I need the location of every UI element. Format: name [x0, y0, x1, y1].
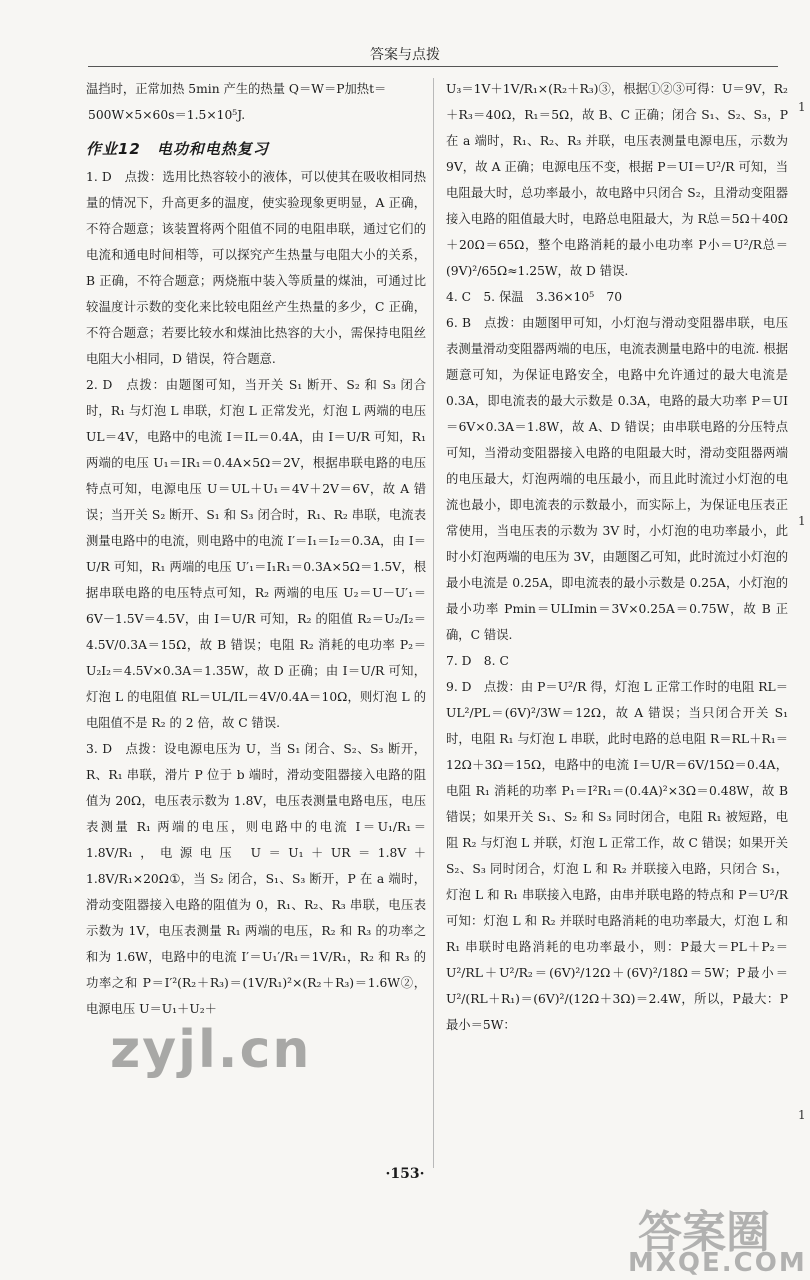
answer-1: 1. D 点拨：选用比热容较小的液体，可以使其在吸收相同热量的情况下，升高更多的温度，使实验现象更明显，A 正确，不符合题意；该装置将两个阻值不同的电阻串联，通过它们的电流和通电时间相等，可以探究产生热量与电阻大小的关系，B 正确，不符合题意；两烧瓶中装入等质量的煤油，可通过比较温度计示数的变化来比较电阻丝产生热量的多少，C 正确，不符合题意；若要比较水和煤油比热容的大小，需保持电阻丝电阻大小相同，D 错误，符合题意. [86, 170, 426, 366]
answer-4-5: 4. C 5. 保温 3.36×10⁵ 70 [446, 290, 623, 304]
intro-line-2: 500W×5×60s＝1.5×10⁵J. [88, 108, 246, 122]
answer-7-8: 7. D 8. C [446, 654, 509, 668]
left-column [86, 76, 426, 1022]
intro-line-1: 温挡时，正常加热 5min 产生的热量 Q＝W＝P加热t＝ [86, 82, 387, 96]
answer-6: 6. B 点拨：由题图甲可知，小灯泡与滑动变阻器串联，电压表测量滑动变阻器两端的电压，电流表测量电路中的电流. 根据题意可知，为保证电路安全，电路中允许通过的最大电流是 0.3A，即电流表的最大示数是 0.3A，电路的最大功率 P＝UI＝6V×0.3A＝1.8W，故 A、D 错误；由串联电路的分压特点可知，当滑动变阻器接入电路的电阻最大时，滑动变阻器两端的电压最大，灯泡两端的电压最小，而且此时流过小灯泡的电流也最小，即电流表的示数最小，而实际上，为保证电压表正常使用，当电压表的示数为 3V 时，小灯泡的电功率最小，此时小灯泡两端的电压为 3V，由题图乙可知，此时流过小灯泡的最小电流是 0.25A，即电流表的最小示数是 0.25A，小灯泡的最小功率 Pmin＝ULImin＝3V×0.25A＝0.75W，故 B 正确，C 错误. [446, 316, 788, 642]
page-header: 答案与点拨 [370, 47, 440, 63]
answer-2: 2. D 点拨：由题图可知，当开关 S₁ 断开、S₂ 和 S₃ 闭合时，R₁ 与灯泡 L 串联，灯泡 L 正常发光，灯泡 L 两端的电压 UL＝4V，电路中的电流 I＝IL＝0.4A，由 I＝U/R 可知，R₁ 两端的电压 U₁＝IR₁＝0.4A×5Ω＝2V，根据串联电路的电压特点可知，电源电压 U＝UL＋U₁＝4V＋2V＝6V，故 A 错误；当开关 S₂ 断开、S₁ 和 S₃ 闭合时，R₁、R₂ 串联，电流表测量电路中的电流，则电路中的电流 I′＝I₁＝I₂＝0.3A，由 I＝U/R 可知，R₁ 两端的电压 U′₁＝I₁R₁＝0.3A×5Ω＝1.5V，根据串联电路的电压特点可知，R₂ 两端的电压 U₂＝U－U′₁＝6V－1.5V＝4.5V，由 I＝U/R 可知，R₂ 的阻值 R₂＝U₂/I₂＝4.5V/0.3A＝15Ω，故 B 错误；电阻 R₂ 消耗的电功率 P₂＝U₂I₂＝4.5V×0.3A＝1.35W，故 D 正确；由 I＝U/R 可知，灯泡 L 的电阻值 RL＝UL/IL＝4V/0.4A＝10Ω，则灯泡 L 的电阻值不是 R₂ 的 2 倍，故 C 错误. [86, 378, 426, 730]
page-number: ·153· [385, 1166, 425, 1182]
answer-3-continued: U₃＝1V＋1V/R₁×(R₂＋R₃)③，根据①②③可得：U＝9V，R₂＋R₃＝40Ω，R₁＝5Ω，故 B、C 正确；闭合 S₁、S₂、S₃，P 在 a 端时，R₁、R₂、R₃ 并联，电压表测量电源电压，示数为 9V，故 A 正确；电源电压不变，根据 P＝UI＝U²/R 可知，当电阻最大时，总功率最小，故电路中只闭合 S₂，且滑动变阻器接入电路的阻值最大时，电路总电阻最大，为 R总＝5Ω＋40Ω＋20Ω＝65Ω，整个电路消耗的最小电功率 P小＝U²/R总＝(9V)²/65Ω≈1.25W，故 D 错误. [446, 82, 788, 278]
watermark-logo: 答案圈 [638, 1207, 770, 1258]
section-heading: 作业12 电功和电热复习 [86, 140, 269, 158]
watermark-site: MXQE.COM [628, 1248, 807, 1278]
edge-mark: 1 [798, 100, 806, 114]
column-divider [433, 78, 434, 1168]
answer-3: 3. D 点拨：设电源电压为 U，当 S₁ 闭合、S₂、S₃ 断开，R、R₁ 串联，滑片 P 位于 b 端时，滑动变阻器接入电路的阻值为 20Ω，电压表示数为 1.8V，电压表测量电路电压，电压表测量 R₁ 两端的电压，则电路中的电流 I＝U₁/R₁＝1.8V/R₁，电源电压 U＝U₁＋UR＝1.8V＋1.8V/R₁×20Ω①，当 S₂ 闭合，S₁、S₃ 断开，P 在 a 端时，滑动变阻器接入电路的阻值为 0，R₁、R₂、R₃ 串联，电压表示数为 1V，电压表测量 R₁ 两端的电压，R₂ 和 R₃ 的功率之和为 1.6W，电路中的电流 I′＝U₁′/R₁＝1V/R₁，R₂ 和 R₃ 的功率之和 P＝I′²(R₂＋R₃)＝(1V/R₁)²×(R₂＋R₃)＝1.6W②，电源电压 U＝U₁＋U₂＋ [86, 742, 426, 1016]
edge-mark: 1 [798, 1108, 806, 1122]
watermark-center: zyjl.cn [110, 1020, 312, 1080]
answer-9: 9. D 点拨：由 P＝U²/R 得，灯泡 L 正常工作时的电阻 RL＝UL²/PL＝(6V)²/3W＝12Ω，故 A 错误；当只闭合开关 S₁ 时，电阻 R₁ 与灯泡 L 串联，此时电路的总电阻 R＝RL＋R₁＝12Ω＋3Ω＝15Ω，电路中的电流 I＝U/R＝6V/15Ω＝0.4A，电阻 R₁ 消耗的功率 P₁＝I²R₁＝(0.4A)²×3Ω＝0.48W，故 B 错误；如果开关 S₁、S₂ 和 S₃ 同时闭合，电阻 R₁ 被短路，电阻 R₂ 与灯泡 L 并联，灯泡 L 正常工作，故 C 错误；如果开关 S₂、S₃ 同时闭合，灯泡 L 和 R₂ 并联接入电路，只闭合 S₁，灯泡 L 和 R₁ 串联接入电路，由串并联电路的特点和 P＝U²/R 可知：灯泡 L 和 R₂ 并联时电路消耗的电功率最大，灯泡 L 和 R₁ 串联时电路消耗的电功率最小，则：P最大＝PL＋P₂＝U²/RL＋U²/R₂＝(6V)²/12Ω＋(6V)²/18Ω＝5W；P最小＝U²/(RL＋R₁)＝(6V)²/(12Ω＋3Ω)＝2.4W，所以，P最大：P最小＝5W： [446, 680, 789, 1032]
header-rule [88, 66, 778, 67]
edge-mark: 1 [798, 514, 806, 528]
right-column [446, 76, 788, 1038]
